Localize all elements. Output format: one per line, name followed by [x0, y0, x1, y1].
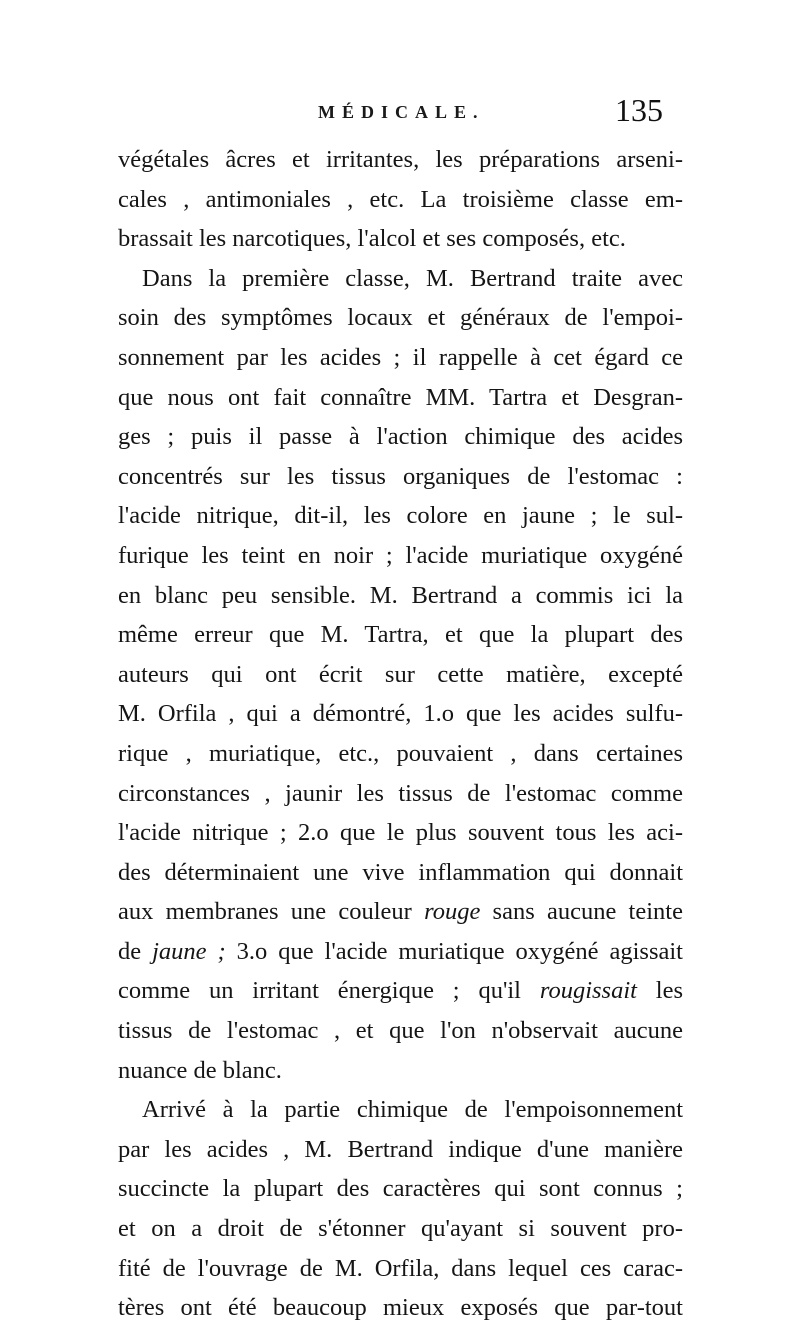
text-line: concentrés sur les tissus organiques de l'estomac : — [118, 462, 683, 490]
text-line: auteurs qui ont écrit sur cette matière, excepté — [118, 660, 683, 688]
text-line: l'acide nitrique ; 2.o que le plus souvent tous les aci- — [118, 819, 683, 847]
text-line: par les acides , M. Bertrand indique d'une manière — [118, 1135, 683, 1163]
text-line: soin des symptômes locaux et généraux de l'empoi- — [118, 304, 683, 332]
text-line: tissus de l'estomac , et que l'on n'observait aucune — [118, 1017, 683, 1045]
text-line: que nous ont fait connaître MM. Tartra et Desgran- — [118, 383, 683, 411]
text-line: l'acide nitrique, dit-il, les colore en jaune ; le sul- — [118, 502, 683, 530]
page-number: 135 — [615, 92, 663, 128]
text-line — [118, 971, 683, 1011]
text-line — [118, 932, 683, 972]
text-line: Dans la première classe, M. Bertrand traite avec — [142, 264, 683, 292]
text-line: et on a droit de s'étonner qu'ayant si souvent pro- — [118, 1215, 683, 1243]
running-title: MÉDICALE. — [318, 102, 485, 122]
text-line: brassait les narcotiques, l'alcol et ses composés, etc. — [118, 225, 626, 253]
text-line: même erreur que M. Tartra, et que la plupart des — [118, 621, 683, 649]
text-line: cales , antimoniales , etc. La troisième classe em- — [118, 185, 683, 213]
text-segment: aux membranes une couleur — [118, 898, 425, 926]
text-line: Arrivé à la partie chimique de l'empoisonnement — [142, 1096, 683, 1124]
text-segment: les — [636, 977, 683, 1005]
text-line: nuance de blanc. — [118, 1056, 282, 1084]
text-line: en blanc peu sensible. M. Bertrand a commis ici la — [118, 581, 683, 609]
text-line: circonstances , jaunir les tissus de l'estomac comme — [118, 779, 683, 807]
text-line: des déterminaient une vive inflammation qui donnait — [118, 858, 683, 886]
text-line: tères ont été beaucoup mieux exposés que par-tout — [118, 1294, 683, 1322]
text-line: ges ; puis il passe à l'action chimique des acides — [118, 423, 683, 451]
italic-word: rougissait — [539, 977, 637, 1005]
text-line: fité de l'ouvrage de M. Orfila, dans lequel ces carac- — [118, 1254, 683, 1282]
text-line: végétales âcres et irritantes, les préparations arseni- — [118, 146, 683, 173]
text-segment: sans aucune teinte — [480, 898, 683, 926]
text-line: sonnement par les acides ; il rappelle à cet égard ce — [118, 343, 683, 371]
text-line: furique les teint en noir ; l'acide muriatique oxygéné — [118, 541, 683, 569]
text-line: M. Orfila , qui a démontré, 1.o que les acides sulfu- — [118, 700, 683, 728]
text-line: rique , muriatique, etc., pouvaient , dans certaines — [118, 739, 683, 767]
body-text — [118, 140, 683, 1328]
text-segment: 3.o que l'acide muriatique oxygéné agissait — [225, 937, 683, 965]
italic-word: jaune ; — [152, 937, 226, 965]
text-line: succincte la plupart des caractères qui sont connus ; — [118, 1175, 683, 1203]
text-segment: comme un irritant énergique ; qu'il — [118, 977, 540, 1005]
text-segment: de — [118, 937, 153, 965]
italic-word: rouge — [424, 898, 481, 926]
running-head — [0, 92, 800, 136]
text-line — [118, 892, 683, 932]
